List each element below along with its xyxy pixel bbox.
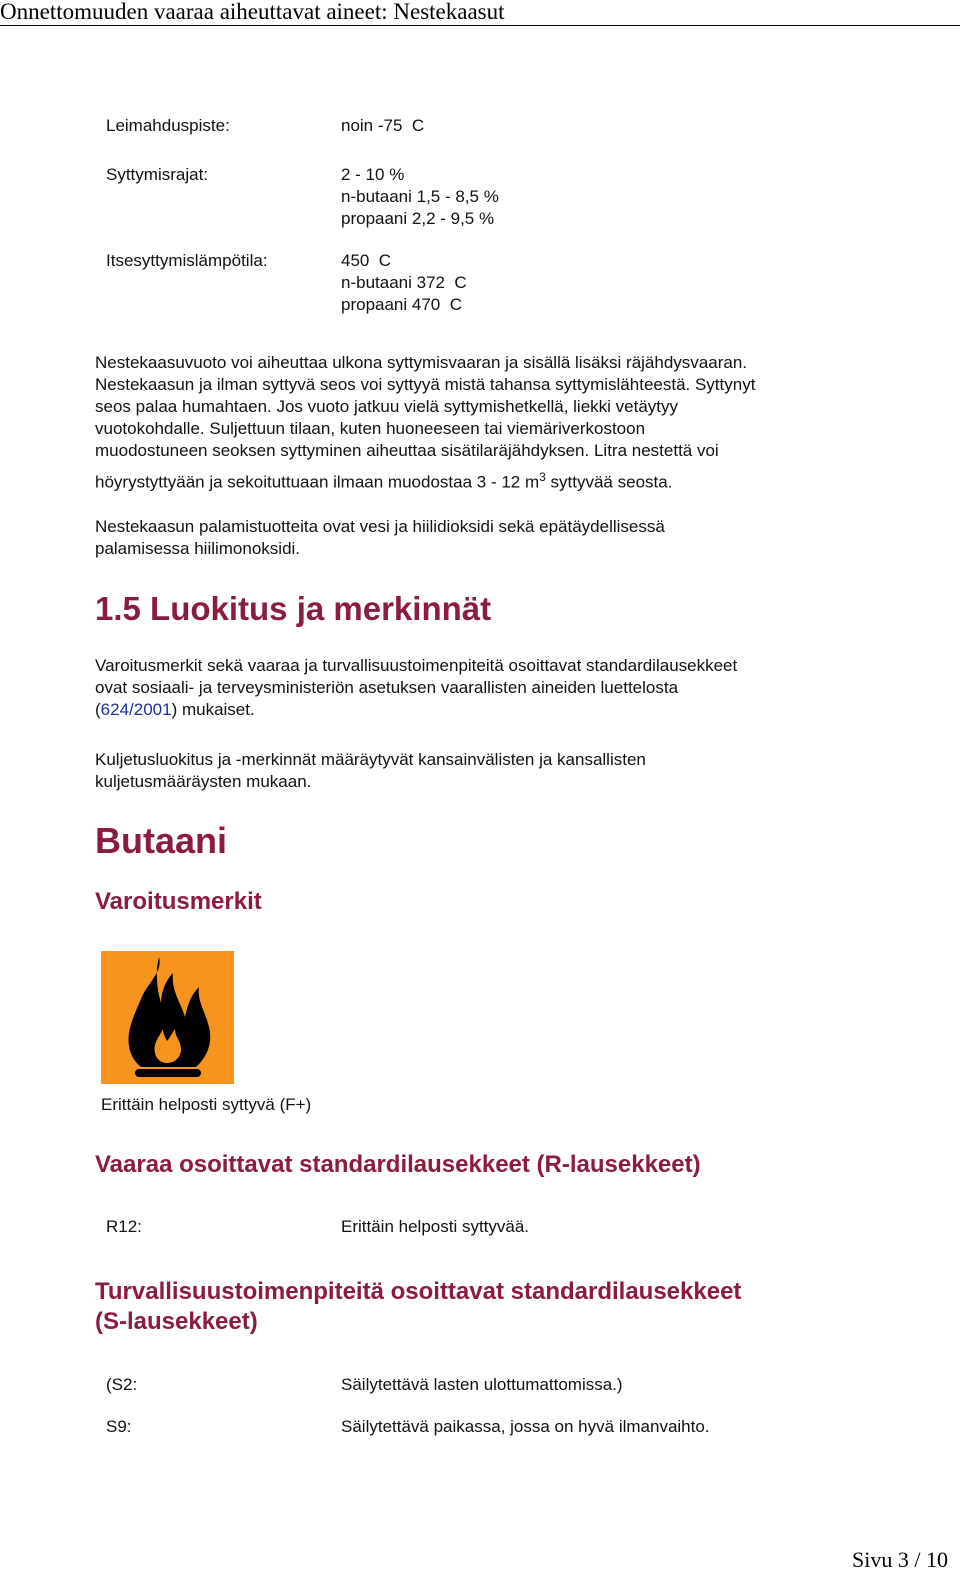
text-line: vuotokohdalle. Suljettuun tilaan, kuten huoneeseen tai viemäriverkostoon	[95, 419, 646, 438]
section-heading: 1.5 Luokitus ja merkinnät	[95, 590, 492, 627]
symbol-caption: Erittäin helposti syttyvä (F+)	[101, 1095, 312, 1114]
text-line	[95, 699, 875, 721]
text-line: kuljetusmääräysten mukaan.	[95, 772, 312, 791]
fire-hazard-paragraph	[95, 352, 875, 498]
text-segment: ) mukaiset.	[171, 700, 255, 719]
flame-icon	[101, 951, 234, 1084]
autoignition-temp-value: 450 C	[341, 251, 392, 270]
r-phrase-text: Erittäin helposti syttyvää.	[341, 1217, 530, 1236]
text-line: Nestekaasun palamistuotteita ovat vesi ja hiilidioksidi sekä epätäydellisessä	[95, 517, 665, 536]
heading-line: (S-lausekkeet)	[95, 1308, 258, 1335]
text-line: muodostuneen seoksen syttyminen aiheuttaa sisätilaräjähdyksen. Litra nestettä voi	[95, 441, 719, 460]
text-line: palamisessa hiilimonoksidi.	[95, 539, 301, 558]
s-phrases-heading	[95, 1277, 741, 1337]
text-segment: syttyvää seosta.	[545, 472, 673, 492]
page-number: Sivu 3 / 10	[852, 1547, 948, 1572]
superscript: 3	[539, 470, 546, 484]
text-line: Nestekaasun ja ilman syttyvä seos voi syttyyä mistä tahansa syttymislähteestä. Syttynyt	[95, 375, 756, 394]
autoignition-temp-propane: propaani 470 C	[341, 295, 462, 314]
r-phrases-heading: Vaaraa osoittavat standardilausekkeet (R-lausekkeet)	[95, 1151, 701, 1178]
text-line: Varoitusmerkit sekä vaaraa ja turvallisuustoimenpiteitä osoittavat standardilausekkeet	[95, 656, 738, 675]
page-header	[0, 0, 960, 26]
heading-line: Turvallisuustoimenpiteitä osoittavat standardilausekkeet	[95, 1278, 742, 1305]
warning-symbols-heading: Varoitusmerkit	[95, 888, 262, 915]
flammability-limits-butane: n-butaani 1,5 - 8,5 %	[341, 187, 499, 206]
s-phrase-code: S9:	[106, 1417, 132, 1436]
text-line	[95, 462, 875, 498]
regulation-link[interactable]: 624/2001	[100, 700, 172, 719]
text-segment: höyrystyttyään ja sekoituttuaan ilmaan muodostaa 3 - 12 m	[95, 472, 540, 492]
text-line: seos palaa humahtaen. Jos vuoto jatkuu vielä syttymishetkellä, liekki vetäytyy	[95, 397, 679, 416]
flash-point-value: noin -75 C	[341, 116, 425, 135]
s-phrase-code: (S2:	[106, 1375, 138, 1394]
flame-icon-graphic	[101, 951, 234, 1084]
text-segment: (	[95, 700, 101, 719]
combustion-paragraph	[95, 516, 875, 560]
autoignition-temp-butane: n-butaani 372 C	[341, 273, 467, 292]
flammability-limits-label: Syttymisrajat:	[106, 165, 209, 184]
transport-paragraph	[95, 749, 875, 793]
text-line: Nestekaasuvuoto voi aiheuttaa ulkona syttymisvaaran ja sisällä lisäksi räjähdysvaaran.	[95, 353, 748, 372]
flammability-limits-propane: propaani 2,2 - 9,5 %	[341, 209, 495, 228]
s-phrase-text: Säilytettävä lasten ulottumattomissa.)	[341, 1375, 623, 1394]
flammability-limits-value: 2 - 10 %	[341, 165, 405, 184]
document-title: Onnettomuuden vaaraa aiheuttavat aineet: Nestekaasut	[0, 0, 505, 24]
autoignition-temp-label: Itsesyttymislämpötila:	[106, 251, 268, 270]
text-line: Kuljetusluokitus ja -merkinnät määräytyvät kansainvälisten ja kansallisten	[95, 750, 646, 769]
substance-heading: Butaani	[95, 820, 228, 861]
s-phrase-text: Säilytettävä paikassa, jossa on hyvä ilmanvaihto.	[341, 1417, 710, 1436]
flash-point-label: Leimahduspiste:	[106, 116, 230, 135]
r-phrase-code: R12:	[106, 1217, 142, 1236]
text-line: ovat sosiaali- ja terveysministeriön asetuksen vaarallisten aineiden luettelosta	[95, 678, 679, 697]
classification-paragraph	[95, 655, 875, 721]
